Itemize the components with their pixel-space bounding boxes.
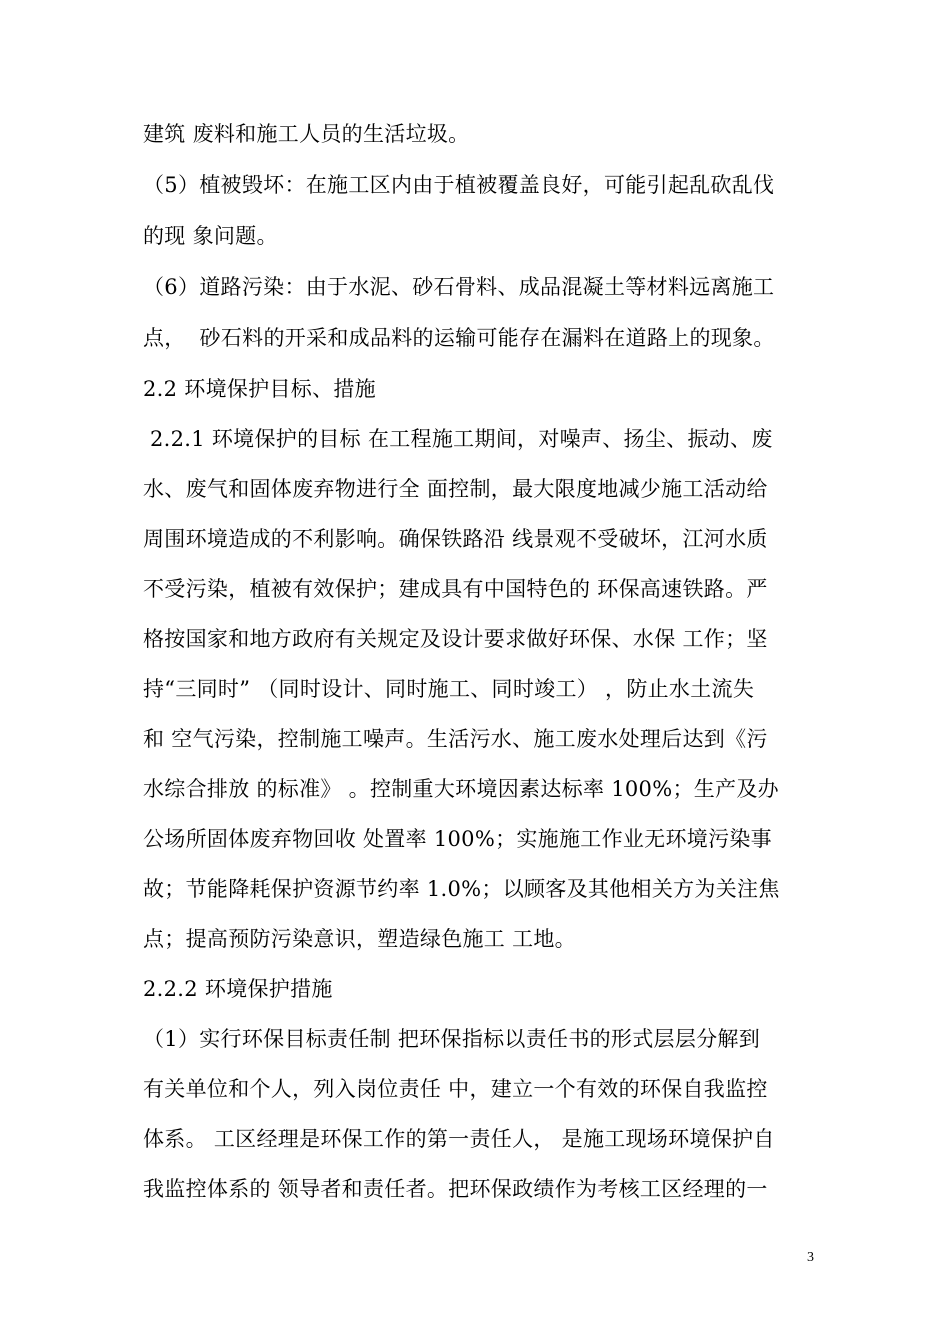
text-line: 不受污染，植被有效保护；建成具有中国特色的 环保高速铁路。严 [143, 577, 768, 601]
text-line: 水综合排放 的标准》 。控制重大环境因素达标率 100%；生产及办 [143, 777, 779, 801]
section-heading: 2.2 环境保护目标、措施 [143, 377, 376, 401]
text-line: 2.2.1 环境保护的目标 在工程施工期间，对噪声、扬尘、振动、废 [143, 427, 773, 451]
text-line: （5）植被毁坏：在施工区内由于植被覆盖良好，可能引起乱砍乱伐 [143, 173, 775, 197]
text-line: 点， 砂石料的开采和成品料的运输可能存在漏料在道路上的现象。 [143, 326, 775, 350]
text-line: 的现 象问题。 [143, 224, 278, 248]
text-line: （6）道路污染：由于水泥、砂石骨料、成品混凝土等材料远离施工 [143, 275, 775, 299]
text-line: 有关单位和个人，列入岗位责任 中，建立一个有效的环保自我监控 [143, 1077, 768, 1101]
text-line: 公场所固体废弃物回收 处置率 100%；实施施工作业无环境污染事 [143, 827, 772, 851]
text-line: 水、废气和固体废弃物进行全 面控制，最大限度地减少施工活动给 [143, 477, 768, 501]
text-line: 故；节能降耗保护资源节约率 1.0%；以顾客及其他相关方为关注焦 [143, 877, 780, 901]
text-line: （1）实行环保目标责任制 把环保指标以责任书的形式层层分解到 [143, 1027, 761, 1051]
text-line: 我监控体系的 领导者和责任者。把环保政绩作为考核工区经理的一 [143, 1177, 768, 1201]
text-line: 点；提高预防污染意识，塑造绿色施工 工地。 [143, 927, 576, 951]
text-line: 持“三同时” （同时设计、同时施工、同时竣工） ，防止水土流失 [143, 677, 755, 701]
page-number: 3 [807, 1250, 814, 1265]
text-line: 格按国家和地方政府有关规定及设计要求做好环保、水保 工作；坚 [143, 627, 768, 651]
section-heading: 2.2.2 环境保护措施 [143, 977, 333, 1001]
text-line: 建筑 废料和施工人员的生活垃圾。 [143, 122, 470, 146]
text-line: 和 空气污染，控制施工噪声。生活污水、施工废水处理后达到《污 [143, 727, 768, 751]
text-line: 周围环境造成的不利影响。确保铁路沿 线景观不受破坏，江河水质 [143, 527, 768, 551]
text-line: 体系。 工区经理是环保工作的第一责任人， 是施工现场环境保护自 [143, 1127, 775, 1151]
